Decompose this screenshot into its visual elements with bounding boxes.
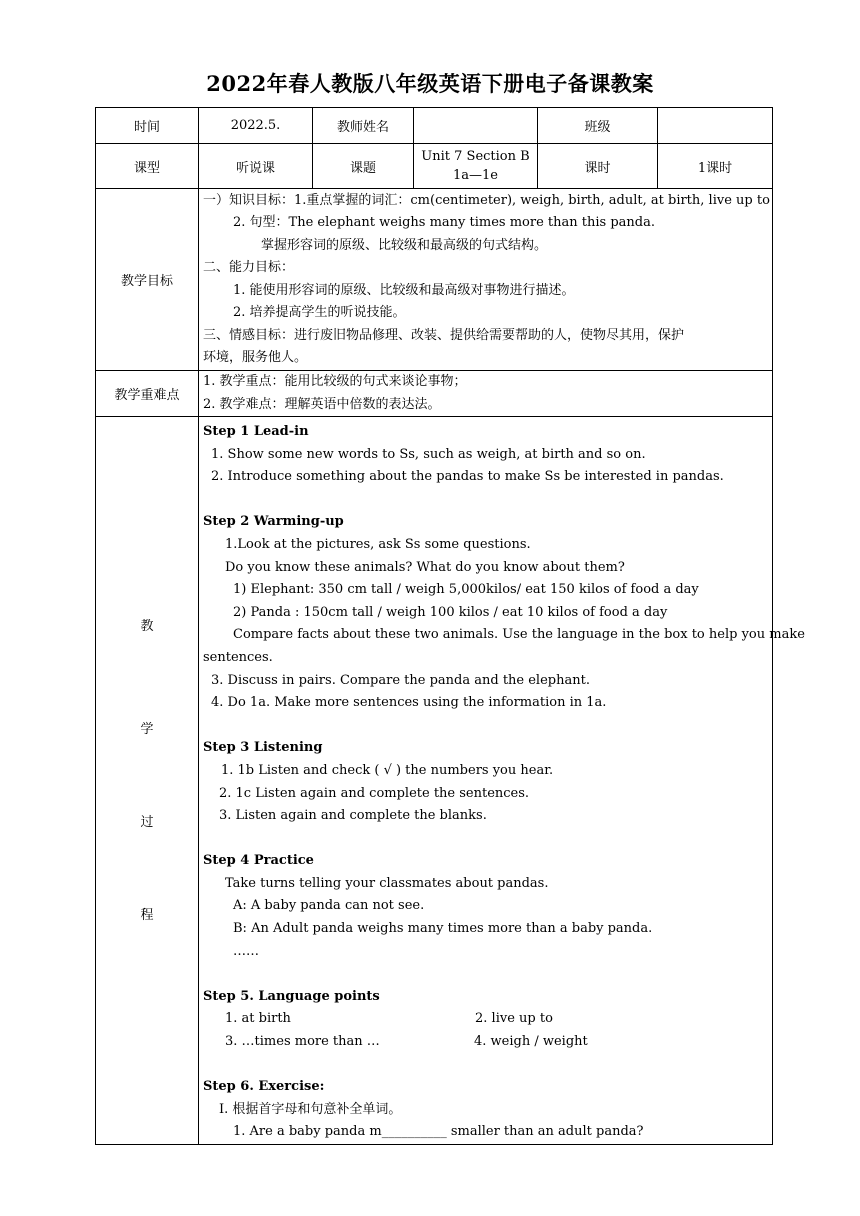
blank-line: [203, 828, 768, 851]
step-2-line: Compare facts about these two animals. Use the language in the box to help you make: [233, 627, 805, 643]
step-4-line: Take turns telling your classmates about pandas.: [225, 875, 549, 891]
step-6-heading: Step 6. Exercise:: [203, 1079, 325, 1095]
step-2-line: sentences.: [203, 649, 273, 665]
step-5-row: [203, 1008, 768, 1031]
blank-line: [203, 963, 768, 986]
language-point: 2. live up to: [475, 1011, 553, 1027]
hours-label: 课时: [538, 144, 658, 189]
hours-value: 1课时: [658, 144, 773, 189]
type-label: 课型: [96, 144, 199, 189]
step-3-heading: Step 3 Listening: [203, 740, 323, 756]
key-points-content: [199, 371, 773, 417]
objective-line: 一）知识目标：1.重点掌握的词汇：cm(centimeter), weigh, birth, adult, at birth, live up to: [203, 192, 770, 208]
process-label-char: 过: [140, 815, 154, 830]
time-value: 2022.5.: [199, 108, 313, 144]
teacher-value: [414, 108, 538, 144]
objective-line: 2. 培养提高学生的听说技能。: [233, 305, 406, 320]
objective-line: 2. 句型：The elephant weighs many times more than this panda.: [233, 215, 655, 230]
step-5-row: [203, 1031, 768, 1054]
objectives-content: [199, 189, 773, 371]
topic-label: 课题: [313, 144, 414, 189]
step-4-line: ……: [233, 943, 259, 959]
process-label: [96, 417, 199, 1145]
key-points-label: 教学重难点: [96, 371, 199, 417]
key-points-row: [96, 371, 773, 417]
step-2-line: 2) Panda : 150cm tall / weigh 100 kilos / eat 10 kilos of food a day: [233, 604, 668, 620]
class-value: [658, 108, 773, 144]
step-4-line: A: A baby panda can not see.: [233, 898, 425, 914]
time-label: 时间: [96, 108, 199, 144]
key-point-line: 2. 教学难点：理解英语中倍数的表达法。: [203, 396, 441, 412]
process-content: [199, 417, 805, 1145]
topic-line-1: Unit 7 Section B: [421, 149, 530, 164]
step-1-item: 1. Show some new words to Ss, such as weigh, at birth and so on.: [211, 446, 646, 462]
process-row: [96, 417, 773, 1145]
step-2-line: Do you know these animals? What do you know about them?: [225, 559, 625, 575]
step-3-item: 2. 1c Listen again and complete the sentences.: [219, 785, 530, 801]
lesson-plan-table: [95, 107, 805, 1145]
objective-line: 二、能力目标：: [203, 260, 295, 275]
step-1-item: 2. Introduce something about the pandas to make Ss be interested in pandas.: [211, 469, 724, 485]
step-4-line: B: An Adult panda weighs many times more than a baby panda.: [233, 921, 653, 937]
objectives-label: 教学目标: [96, 189, 199, 371]
step-6-sub: I. 根据首字母和句意补全单词。: [219, 1101, 402, 1117]
language-point: 3. …times more than …: [225, 1034, 380, 1050]
step-2-heading: Step 2 Warming-up: [203, 514, 344, 530]
step-5-heading: Step 5. Language points: [203, 988, 380, 1004]
step-3-item: 1. 1b Listen and check ( √ ) the numbers you hear.: [221, 762, 554, 778]
type-value: 听说课: [199, 144, 313, 189]
objective-line: 环境，服务他人。: [203, 350, 308, 365]
step-4-heading: Step 4 Practice: [203, 853, 314, 869]
step-6-question: 1. Are a baby panda m__________ smaller than an adult panda?: [233, 1124, 644, 1140]
language-point: 4. weigh / weight: [474, 1034, 588, 1050]
step-2-line: 4. Do 1a. Make more sentences using the information in 1a.: [211, 695, 607, 711]
process-label-char: 学: [140, 722, 154, 737]
key-point-line: 1. 教学重点：能用比较级的句式来谈论事物；: [203, 374, 467, 389]
step-3-item: 3. Listen again and complete the blanks.: [219, 808, 487, 824]
objective-line: 三、情感目标：进行废旧物品修理、改装、提供给需要帮助的人，使物尽其用，保护: [203, 327, 685, 343]
blank-line: [203, 1054, 768, 1077]
document-title: 2022年春人教版八年级英语下册电子备课教案: [206, 71, 654, 96]
step-2-line: 1) Elephant: 350 cm tall / weigh 5,000kilos/ eat 150 kilos of food a day: [233, 582, 699, 598]
process-label-char: 程: [140, 908, 154, 923]
class-label: 班级: [538, 108, 658, 144]
step-2-line: 3. Discuss in pairs. Compare the panda and the elephant.: [211, 672, 590, 688]
objective-line: 1. 能使用形容词的原级、比较级和最高级对事物进行描述。: [233, 282, 575, 298]
topic-value: [414, 144, 538, 189]
objectives-row: [96, 189, 773, 371]
language-point: 1. at birth: [225, 1011, 291, 1027]
teacher-label: 教师姓名: [313, 108, 414, 144]
topic-line-2: 1a—1e: [453, 168, 498, 183]
blank-line: [203, 489, 768, 512]
process-label-char: 教: [140, 619, 154, 634]
objective-line: 掌握形容词的原级、比较级和最高级的句式结构。: [261, 237, 548, 253]
step-2-line: 1.Look at the pictures, ask Ss some questions.: [225, 536, 531, 552]
header-row-1: [96, 108, 773, 144]
header-row-2: [96, 144, 773, 189]
blank-line: [203, 715, 768, 738]
step-1-heading: Step 1 Lead-in: [203, 424, 309, 439]
